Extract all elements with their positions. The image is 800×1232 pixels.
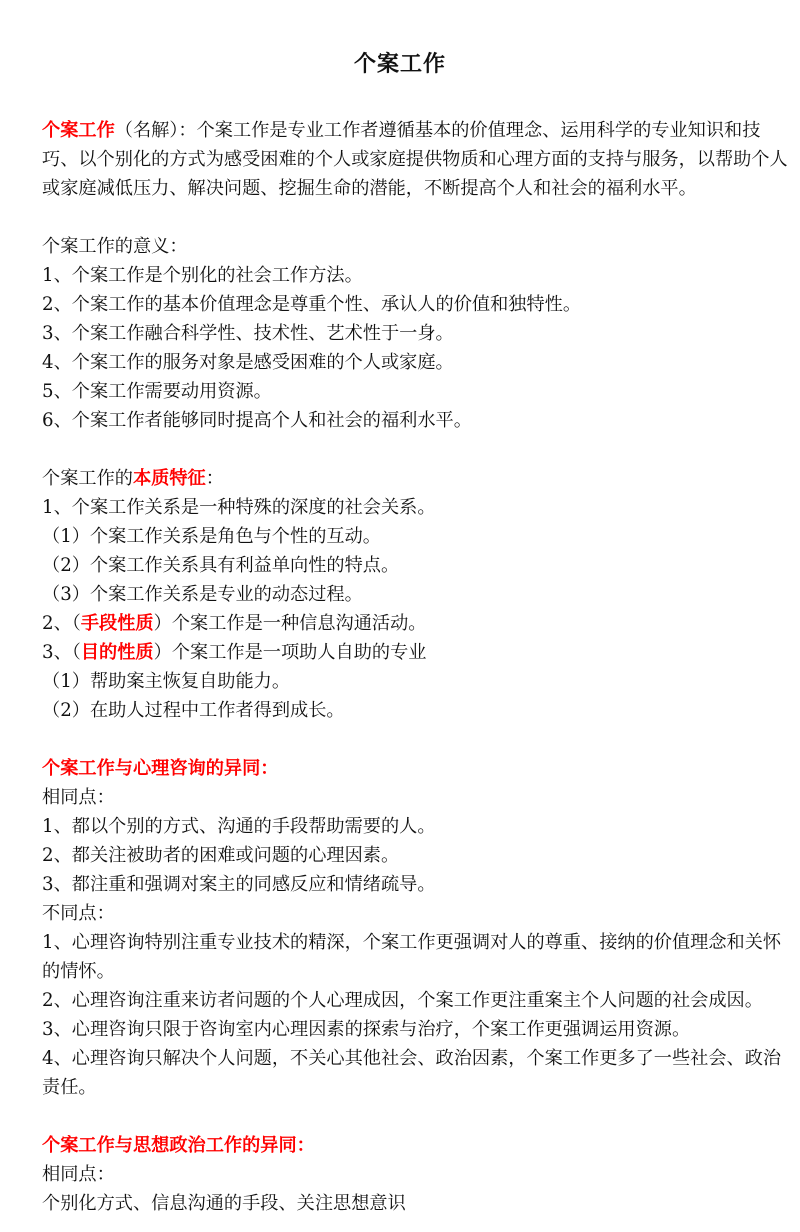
sub-list-item: （2）个案工作关系具有利益单向性的特点。 bbox=[42, 555, 400, 576]
list-item: 3、个案工作融合科学性、技术性、艺术性于一身。 bbox=[42, 323, 454, 344]
counseling-heading: 个案工作与心理咨询的异同： bbox=[42, 758, 279, 779]
essence-heading bbox=[42, 464, 790, 493]
diff-label: 不同点： bbox=[42, 903, 115, 924]
list-item: 6、个案工作者能够同时提高个人和社会的福利水平。 bbox=[42, 410, 472, 431]
item-highlight: 目的性质 bbox=[80, 642, 154, 663]
list-item: 1、个案工作是个别化的社会工作方法。 bbox=[42, 265, 363, 286]
list-item: 1、心理咨询特别注重专业技术的精深，个案工作更强调对人的尊重、接纳的价值理念和关怀的情怀。 bbox=[42, 932, 782, 982]
essence-heading-suffix: ： bbox=[205, 468, 224, 489]
item-suffix: ）个案工作是一种信息沟通活动。 bbox=[153, 613, 427, 634]
essence-heading-prefix: 个案工作的 bbox=[42, 468, 133, 489]
item-prefix: 2、（ bbox=[42, 613, 81, 634]
list-item: 3、心理咨询只限于咨询室内心理因素的探索与治疗，个案工作更强调运用资源。 bbox=[42, 1019, 691, 1040]
document-body bbox=[42, 116, 790, 1218]
list-item: 4、心理咨询只解决个人问题，不关心其他社会、政治因素，个案工作更多了一些社会、政治责任。 bbox=[42, 1048, 782, 1098]
definition-term: 个案工作 bbox=[42, 120, 115, 141]
list-item bbox=[42, 609, 790, 638]
spacer bbox=[42, 1102, 790, 1131]
list-item: 2、个案工作的基本价值理念是尊重个性、承认人的价值和独特性。 bbox=[42, 294, 582, 315]
sub-list-item: （3）个案工作关系是专业的动态过程。 bbox=[42, 584, 363, 605]
definition-text: （名解）：个案工作是专业工作者遵循基本的价值理念、运用科学的专业知识和技巧、以个别化的方式为感受困难的个人或家庭提供物质和心理方面的支持与服务，以帮助个人或家庭减低压力、解决问题、挖掘生命的潜能，不断提高个人和社会的福利水平。 bbox=[42, 120, 788, 199]
sub-list-item: （1）个案工作关系是角色与个性的互动。 bbox=[42, 526, 381, 547]
definition-paragraph bbox=[42, 116, 790, 203]
list-item: 3、都注重和强调对案主的同感反应和情绪疏导。 bbox=[42, 874, 436, 895]
document-title: 个案工作 bbox=[353, 51, 446, 77]
list-item: 4、个案工作的服务对象是感受困难的个人或家庭。 bbox=[42, 352, 454, 373]
item-prefix: 3、（ bbox=[42, 642, 81, 663]
same-label: 相同点： bbox=[42, 787, 115, 808]
item-highlight: 手段性质 bbox=[80, 613, 154, 634]
significance-heading: 个案工作的意义： bbox=[42, 236, 188, 257]
same-label: 相同点： bbox=[42, 1164, 115, 1185]
political-heading: 个案工作与思想政治工作的异同： bbox=[42, 1135, 315, 1156]
list-item: 1、个案工作关系是一种特殊的深度的社会关系。 bbox=[42, 497, 436, 518]
spacer bbox=[42, 435, 790, 464]
list-item: 2、心理咨询注重来访者问题的个人心理成因，个案工作更注重案主个人问题的社会成因。 bbox=[42, 990, 763, 1011]
sub-list-item: （2）在助人过程中工作者得到成长。 bbox=[42, 700, 345, 721]
same-text: 个别化方式、信息沟通的手段、关注思想意识 bbox=[42, 1193, 406, 1214]
spacer bbox=[42, 725, 790, 754]
item-suffix: ）个案工作是一项助人自助的专业 bbox=[153, 642, 427, 663]
sub-list-item: （1）帮助案主恢复自助能力。 bbox=[42, 671, 291, 692]
list-item: 1、都以个别的方式、沟通的手段帮助需要的人。 bbox=[42, 816, 436, 837]
essence-heading-highlight: 本质特征 bbox=[132, 468, 206, 489]
list-item bbox=[42, 638, 790, 667]
list-item: 5、个案工作需要动用资源。 bbox=[42, 381, 272, 402]
list-item: 2、都关注被助者的困难或问题的心理因素。 bbox=[42, 845, 400, 866]
spacer bbox=[42, 203, 790, 232]
